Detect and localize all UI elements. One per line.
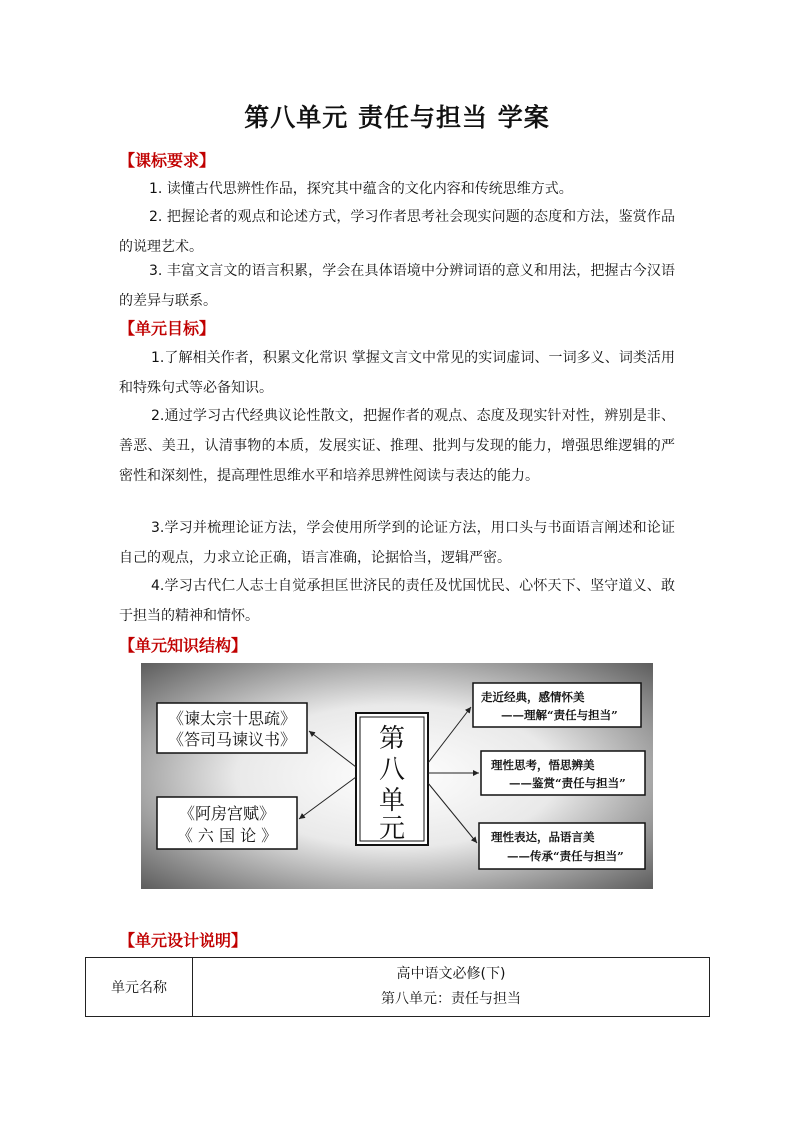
goal-item-1: 1.了解相关作者，积累文化常识 掌握文言文中常见的实词虚词、一词多义、词类活用和特殊句式等必备知识。: [119, 350, 675, 396]
page-title: 第八单元 责任与担当 学案: [244, 103, 550, 132]
section-heading-design: 【单元设计说明】: [119, 931, 248, 950]
left-top-line-2: 《答司马谏议书》: [167, 730, 297, 749]
unit-name-value: [193, 958, 710, 1017]
curriculum-item-1: 1. 读懂古代思辨性作品，探究其中蕴含的文化内容和传统思维方式。: [149, 181, 573, 197]
right-box-1-line-1: 走近经典，感情怀美: [481, 690, 585, 704]
left-bottom-line-2: 《 六 国 论 》: [176, 826, 278, 845]
unit-name-label: 单元名称: [86, 958, 193, 1017]
table-row: [86, 958, 710, 1017]
center-char-3: 单: [378, 786, 406, 816]
center-char-2: 八: [378, 755, 406, 785]
unit-name-value-line-2: 第八单元：责任与担当: [381, 991, 521, 1007]
right-box-1-line-2: ——理解“责任与担当”: [501, 708, 618, 722]
unit-name-value-line-1: 高中语文必修(下): [396, 966, 506, 982]
left-top-line-1: 《谏太宗十思疏》: [167, 709, 297, 728]
goal-item-4: 4.学习古代仁人志士自觉承担匡世济民的责任及忧国忧民、心怀天下、坚守道义、敢于担当的精神和情怀。: [119, 578, 675, 624]
goal-item-2: 2.通过学习古代经典议论性散文，把握作者的观点、态度及现实针对性，辨别是非、善恶、美丑，认清事物的本质，发展实证、推理、批判与发现的能力，增强思维逻辑的严密性和深刻性，提高理性思维水平和培养思辨性阅读与表达的能力。: [119, 408, 675, 484]
unit-info-table: [85, 957, 710, 1017]
right-box-3-line-2: ——传承“责任与担当”: [507, 849, 624, 863]
center-char-1: 第: [378, 724, 406, 754]
curriculum-item-3: 3. 丰富文言文的语言积累，学会在具体语境中分辨词语的意义和用法，把握古今汉语的差异与联系。: [119, 263, 675, 309]
section-heading-curriculum: 【课标要求】: [119, 151, 216, 170]
center-char-4: 元: [378, 814, 406, 844]
knowledge-structure-diagram: [141, 663, 653, 889]
right-box-3-line-1: 理性表达，品语言美: [491, 830, 595, 844]
goal-item-3: 3.学习并梳理论证方法，学会使用所学到的论证方法，用口头与书面语言阐述和论证自己的观点，力求立论正确，语言准确，论据恰当，逻辑严密。: [119, 520, 675, 566]
right-box-2-line-1: 理性思考，悟思辨美: [491, 758, 595, 772]
curriculum-item-2: 2. 把握论者的观点和论述方式，学习作者思考社会现实问题的态度和方法，鉴赏作品的说理艺术。: [119, 209, 675, 255]
left-bottom-line-1: 《阿房宫赋》: [178, 804, 276, 823]
section-heading-goals: 【单元目标】: [119, 319, 216, 338]
right-box-2-line-2: ——鉴赏“责任与担当”: [509, 776, 626, 790]
section-heading-structure: 【单元知识结构】: [119, 636, 248, 655]
